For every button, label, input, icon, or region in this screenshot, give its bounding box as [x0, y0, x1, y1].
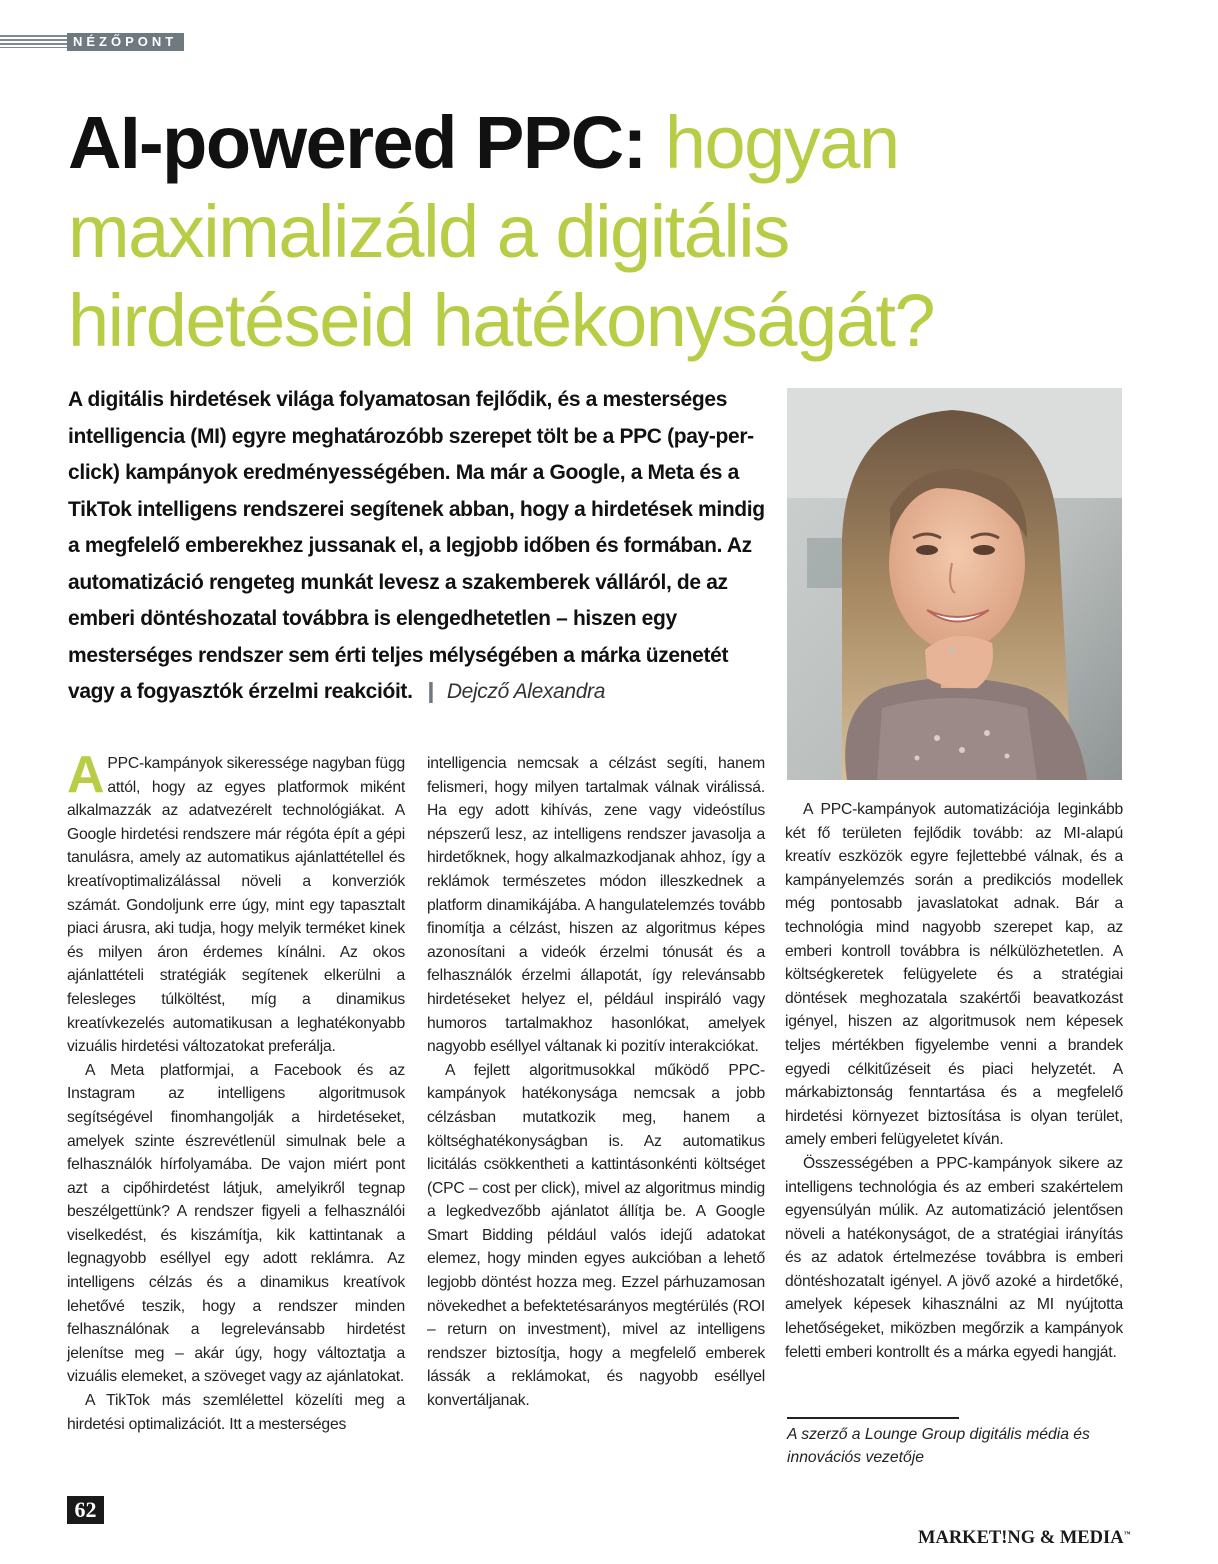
author-name: Dejcző Alexandra [446, 680, 606, 703]
lead-paragraph [68, 382, 768, 711]
body-column-3 [785, 798, 1123, 1364]
magazine-logo: MARKET!NG & MEDIA™ [918, 1528, 1131, 1549]
author-footnote: A szerző a Lounge Group digitális média és innovációs vezetője [787, 1426, 1090, 1466]
headline-bold: AI-powered PPC: [68, 101, 646, 184]
headline-light: hogyan maximalizáld a digitális hirdetéseid hatékonyságát? [68, 101, 935, 362]
section-label: NÉZŐPONT [67, 33, 184, 51]
body-column-1 [67, 746, 405, 1436]
author-portrait [787, 388, 1122, 780]
body-paragraph: A TikTok más szemlélettel közelíti meg a hirdetési optimalizációt. Itt a mesterséges [67, 1392, 405, 1433]
drop-cap: A [67, 746, 105, 804]
body-paragraph: APPC-kampányok sikeressége nagyban függ attól, hogy az egyes platformok miként alkalmazzák az adatvezérelt technológiákat. A Google hirdetési rendszere már régóta épít a gépi tanulásra, amely az automatikus ajánlattétellel és kreatívoptimalizálással növeli a konverziók számát. Gondoljunk erre úgy, mint egy tapasztalt piaci árusra, aki tudja, hogy melyik terméket kinek és milyen áron érdemes kínálni. Az okos ajánlattételi stratégiák segítenek elkerülni a felesleges túlköltést, míg a dinamikus kreatívkezelés automatikusan a leghatékonyabb vizuális hirdetési változatokat preferálja. [67, 746, 405, 1056]
body-paragraph: intelligencia nemcsak a célzást segíti, hanem felismeri, hogy milyen tartalmak válnak virálissá. Ha egy adott kihívás, zene vagy videóstílus népszerű lesz, az intelligens rendszer javasolja a hirdetőknek, hogy alkalmazkodjanak ahhoz, így a reklámok természetes módon illeszkednek a platform dinamikájába. A hangulatelemzés tovább finomítja a célzást, hiszen az algoritmus képes azonosítani a videók érzelmi tónusát és a felhasználók érzelmi állapotát, így relevánsabb hirdetéseket helyez el, például inspiráló vagy humoros tartalmakhoz hasonlókat, amelyek nagyobb eséllyel váltanak ki pozitív interakciókat. [427, 755, 765, 1056]
author-separator: ❙ [422, 680, 440, 703]
headline [68, 98, 1148, 365]
footnote-rule [787, 1417, 959, 1419]
body-paragraph: Összességében a PPC-kampányok sikere az intelligens technológia és az emberi szakértelem egyensúlyán múlik. Az automatizáció jelentősen növeli a hatékonyságot, de a stratégiai irányítás és az adatok értelmezése továbbra is emberi döntéshozatalt igényel. A jövő azoké a hirdetőké, amelyek képesek kihasználni az MI nyújtotta lehetőségeket, miközben megőrzik a kampányok feletti emberi kontrollt és a márka egyedi hangját. [785, 1154, 1123, 1361]
page-number: 62 [67, 1496, 104, 1524]
body-paragraph: A PPC-kampányok automatizációja leginkább két fő területen fejlődik tovább: az MI-alapú kreatív eszközök egyre fejlettebbé válnak, és a kampányelemzés során a predikciós modellek még pontosabb javaslatokat adnak. Bár a technológia mind nagyobb szerepet kap, az emberi kontroll továbbra is nélkülözhetetlen. A költségkeretek felügyelete és a stratégiai döntések meghozatala szakértői beavatkozást igényel, hiszen az algoritmusok nem képesek teljes mértékben figyelembe venni a brandek egyedi célkitűzéseit és piaci helyzetét. A márkabiztonság fenntartása és a megfelelő hirdetési környezet biztosítása is olyan terület, amely emberi felügyeletet kíván. [785, 801, 1123, 1149]
section-stripe [0, 35, 67, 48]
body-column-2 [427, 752, 765, 1413]
body-paragraph: A fejlett algoritmusokkal működő PPC-kampányok hatékonysága nemcsak a jobb célzásban mutatkozik meg, hanem a költséghatékonyságban is. Az automatikus licitálás csökkentheti a kattintásonkénti költséget (CPC – cost per click), mivel az algoritmus mindig a legkedvezőbb ajánlatot állítja be. A Google Smart Bidding például valós idejű adatokat elemez, hogy minden egyes aukcióban a lehető legjobb döntést hozza meg. Ezzel párhuzamosan növekedhet a befektetésarányos megtérülés (ROI – return on investment), mivel az intelligens rendszer biztosítja, hogy a megfelelő emberek lássák a reklámokat, és nagyobb eséllyel konvertáljanak. [427, 1061, 765, 1410]
lead-text: A digitális hirdetések világa folyamatosan fejlődik, és a mesterséges intelligencia (MI) egyre meghatározóbb szerepet tölt be a PPC (pay-per-click) kampányok eredményességében. Ma már a Google, a Meta és a TikTok intelligens rendszerei segítenek abban, hogy a hirdetések mindig a megfelelő emberekhez jussanak el, a legjobb időben és formában. Az automatizáció rengeteg munkát levesz a szakemberek válláról, de az emberi döntéshozatal továbbra is elengedhetetlen – hiszen egy mesterséges rendszer sem érti teljes mélységében a márka üzenetét vagy a fogyasztók érzelmi reakcióit. [68, 388, 765, 703]
body-paragraph: A Meta platformjai, a Facebook és az Instagram az intelligens algoritmusok segítségével finomhangolják a hirdetéseket, amelyek szinte észrevétlenül simulnak bele a felhasználók hírfolyamába. De vajon miért pont azt a cipőhirdetést látjuk, amelyikről tegnap beszélgettünk? A rendszer figyeli a felhasználói viselkedést, és kiszámítja, kik kattintanak a legnagyobb eséllyel egy adott reklámra. Az intelligens célzás és a dinamikus kreatívok lehetővé teszik, hogy a rendszer minden felhasználónak a legrelevánsabb hirdetést jelenítse meg – akár úgy, hogy változtatja a vizuális elemeket, a szöveget vagy az ajánlatokat. [67, 1061, 405, 1386]
